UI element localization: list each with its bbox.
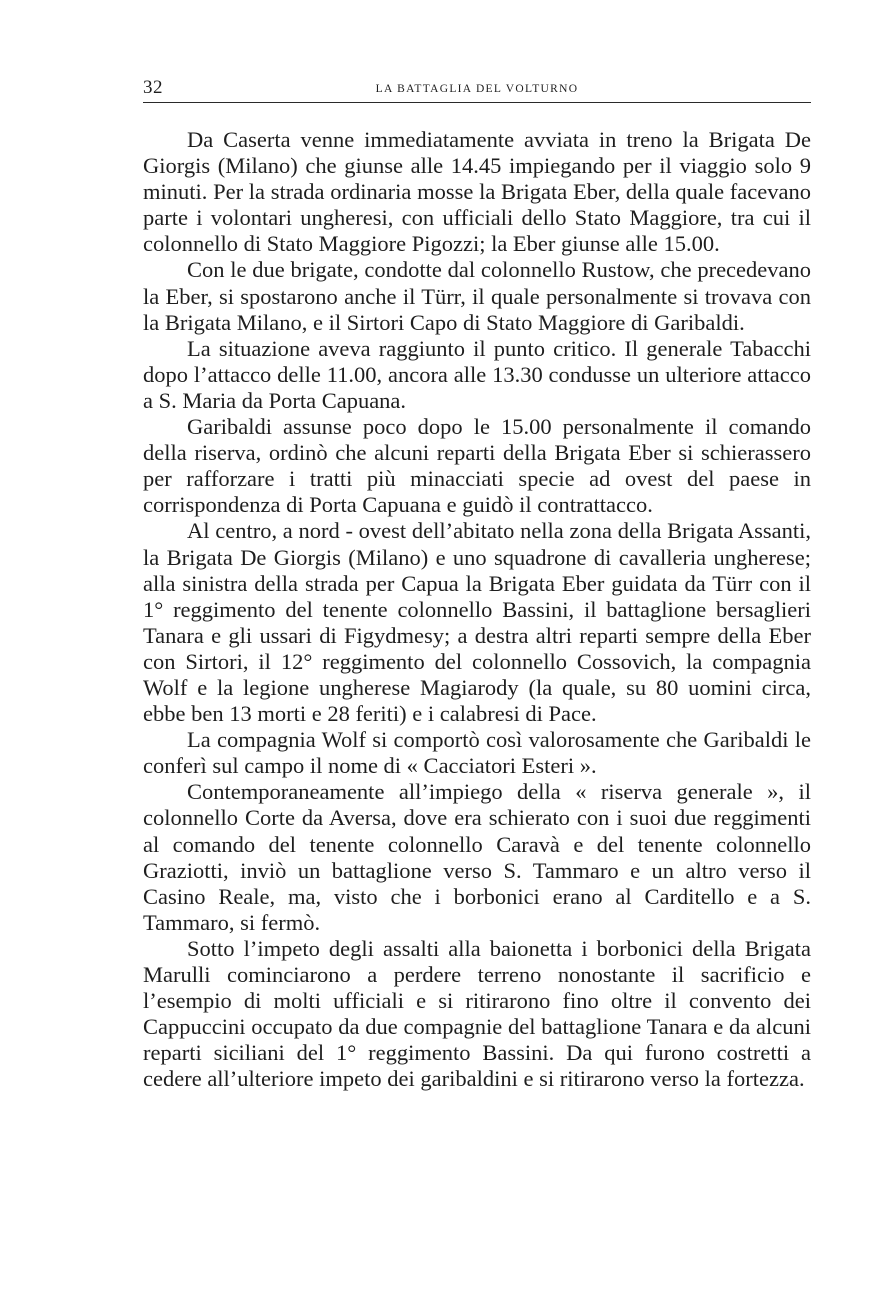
paragraph-5: Al centro, a nord - ovest dell’abitato nella zona della Brigata Assanti, la Brigata De Giorgis (Milano) e uno squadrone di cavalleria ungherese; alla sinistra della strada per Capua la Brigata Eber guidata da Türr con il 1° reggimento del tenente colonnello Bassini, il battaglione bersaglieri Tanara e gli ussari di Figydmesy; a destra altri reparti sempre della Eber con Sirtori, il 12° reggimento del colonnello Cossovich, la compagnia Wolf e la legione ungherese Magiarody (la quale, su 80 uomini circa, ebbe ben 13 morti e 28 feriti) e i calabresi di Pace. <box>143 518 811 727</box>
paragraph-1: Da Caserta venne immediatamente avviata in treno la Brigata De Giorgis (Milano) che giunse alle 14.45 impiegando per il viaggio solo 9 minuti. Per la strada ordinaria mosse la Brigata Eber, della quale facevano parte i volontari ungheresi, con ufficiali dello Stato Maggiore, tra cui il colonnello di Stato Maggiore Pigozzi; la Eber giunse alle 15.00. <box>143 127 811 257</box>
body-text <box>143 127 811 1092</box>
paragraph-4: Garibaldi assunse poco dopo le 15.00 personalmente il comando della riserva, ordinò che alcuni reparti della Brigata Eber si schierassero per rafforzare i tratti più minacciati specie ad ovest del paese in corrispondenza di Porta Capuana e guidò il contrattacco. <box>143 414 811 518</box>
paragraph-8: Sotto l’impeto degli assalti alla baionetta i borbonici della Brigata Marulli cominciarono a perdere terreno nonostante il sacrificio e l’esempio di molti ufficiali e si ritirarono fino oltre il convento dei Cappuccini occupato da due compagnie del battaglione Tanara e da alcuni reparti siciliani del 1° reggimento Bassini. Da qui furono costretti a cedere all’ulteriore impeto dei garibaldini e si ritirarono verso la fortezza. <box>143 935 811 1092</box>
page-number: 32 <box>143 77 163 98</box>
paragraph-7: Contemporaneamente all’impiego della « riserva generale », il colonnello Corte da Aversa, dove era schierato con i suoi due reggimenti al comando del tenente colonnello Caravà e del tenente colonnello Graziotti, inviò un battaglione verso S. Tammaro e un altro verso il Casino Reale, ma, visto che i borbonici erano al Carditello e a S. Tammaro, si fermò. <box>143 779 811 935</box>
running-title: LA BATTAGLIA DEL VOLTURNO <box>375 83 579 95</box>
paragraph-3: La situazione aveva raggiunto il punto critico. Il generale Tabacchi dopo l’attacco delle 11.00, ancora alle 13.30 condusse un ulteriore attacco a S. Maria da Porta Capuana. <box>143 335 811 413</box>
paragraph-2: Con le due brigate, condotte dal colonnello Rustow, che precedevano la Eber, si spostarono anche il Türr, il quale personalmente si trovava con la Brigata Milano, e il Sirtori Capo di Stato Maggiore di Garibaldi. <box>143 257 811 335</box>
running-head <box>143 78 811 103</box>
paragraph-6: La compagnia Wolf si comportò così valorosamente che Garibaldi le conferì sul campo il nome di « Cacciatori Esteri ». <box>143 727 811 779</box>
